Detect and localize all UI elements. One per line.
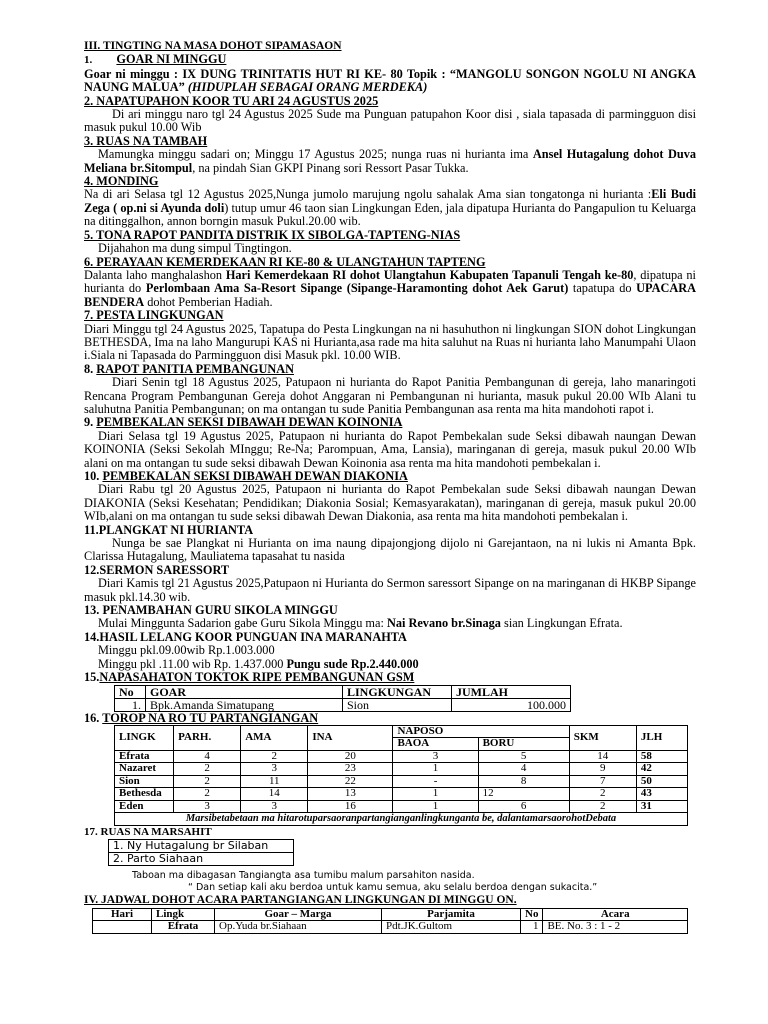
torop-cell: 9 <box>569 763 636 776</box>
torop-h-skm: SKM <box>569 725 636 750</box>
s3-body <box>84 148 696 175</box>
s10-num: 10. <box>84 469 103 483</box>
s11-body: Nunga be sae Plangkat ni Hurianta on ima naung dipajongjong dijolo ni Garejantaon, na ni lukis ni Amanta Bpk. Clarissa Hutagalung, Mauliatema tapasahat tu nasida <box>84 536 696 564</box>
jadwal-h-parjamita: Parjamita <box>382 908 521 921</box>
s1-num: 1. <box>84 54 93 67</box>
jadwal-cell: Pdt.JK.Gultom <box>382 921 521 934</box>
torop-note-row <box>115 813 688 826</box>
s4-bold: Eli Budi Zega ( op.ni si Ayunda doli <box>84 187 697 215</box>
torop-cell: 1 <box>393 800 478 813</box>
s4-title: 4. MONDING <box>84 174 159 189</box>
jadwal-h-goar: Goar – Marga <box>215 908 382 921</box>
s6-body <box>84 269 696 309</box>
torop-cell: Nazaret <box>115 763 174 776</box>
table-row <box>115 800 688 813</box>
s8-title <box>84 363 696 376</box>
s1-title <box>84 53 696 67</box>
torop-cell: 2 <box>174 788 241 801</box>
torop-cell: Sion <box>115 775 174 788</box>
s1-text2: (HIDUPLAH SEBAGAI ORANG MERDEKA) <box>184 80 428 95</box>
s13-title: 13. PENAMBAHAN GURU SIKOLA MINGGU <box>84 603 338 618</box>
jadwal-cell: BE. No. 3 : 1 - 2 <box>543 921 688 934</box>
torop-cell: 4 <box>478 763 569 776</box>
ripe-h-jumlah: JUMLAH <box>452 685 571 698</box>
torop-cell: 14 <box>241 788 308 801</box>
torop-cell: 7 <box>569 775 636 788</box>
s6-title: 6. PERAYAAN KEMERDEKAAN RI KE-80 & ULANGTAHUN TAPTENG <box>84 254 486 269</box>
torop-h-lingk: LINGK <box>115 725 174 750</box>
torop-cell: 2 <box>241 750 308 763</box>
s13-body <box>84 617 696 630</box>
s8-body: Diari Senin tgl 18 Agustus 2025, Patupaon ni hurianta do Rapot Panitia Pembangunan di gereja, laho manaringoti Rencana Program Pembangunan Gereja dohot Anggaran ni Pembangunan ni hurianta, masuk pukul 20.00 WIb Alani tu saluhutna Panitia Pembangunan; on ma ontangan tu sude Panitia Pembangunan asa renta ma hita mandohoti rapot i. <box>84 375 696 416</box>
torop-cell: - <box>393 775 478 788</box>
s9-num: 9. <box>84 415 97 430</box>
s6-bold3: UPACARA BENDERA <box>84 281 696 309</box>
s6-body2: , dipatupa ni hurianta do <box>84 267 696 296</box>
jadwal-h-acara: Acara <box>543 908 688 921</box>
marsahit-list <box>108 839 294 866</box>
torop-cell: 23 <box>308 763 393 776</box>
torop-cell: 11 <box>241 775 308 788</box>
torop-cell: 1 <box>393 763 478 776</box>
jadwal-table <box>92 908 688 934</box>
torop-header-row <box>115 725 688 738</box>
s4-body2: ) tutup umur 46 taon sian Lingkungan Eden, jala dipatupa Hurianta do Pangapulion tu Keluarga na ditinggalhon, annon borngin masuk Pukul.20.00 wib. <box>84 200 696 229</box>
s4-body <box>84 188 696 228</box>
s1-body <box>84 68 696 95</box>
jadwal-cell: Op.Yuda br.Siahaan <box>215 921 382 934</box>
ripe-cell: Sion <box>343 698 452 711</box>
torop-cell: 3 <box>393 750 478 763</box>
jadwal-header-row <box>93 908 688 921</box>
document-page <box>84 40 696 934</box>
s15-title <box>84 671 696 684</box>
s7-title: 7. PESTA LINGKUNGAN <box>84 308 224 323</box>
s6-body3: tapatupa do <box>568 281 637 296</box>
jadwal-h-no: No <box>521 908 543 921</box>
table-row <box>115 775 688 788</box>
ripe-header-row <box>115 685 571 698</box>
s14-line2-text: Minggu pkl .11.00 wib Rp. 1.437.000 <box>98 656 287 671</box>
ripe-cell: Bpk.Amanda Simatupang <box>146 698 343 711</box>
torop-cell: 4 <box>174 750 241 763</box>
s15-heading: NAPASAHATON TOKTOK RIPE PEMBANGUNAN GSM <box>99 670 415 685</box>
s9-heading: PEMBEKALAN SEKSI DIBAWAH DEWAN KOINONIA <box>96 415 403 430</box>
jadwal-cell: Efrata <box>152 921 215 934</box>
torop-cell: 14 <box>569 750 636 763</box>
jadwal-h-hari: Hari <box>93 908 152 921</box>
s14-title: 14.HASIL LELANG KOOR PUNGUAN INA MARANAHTA <box>84 629 407 644</box>
s3-body1: Mamungka minggu sadari on; Minggu 17 Agustus 2025; nunga ruas ni hurianta ima <box>98 147 533 162</box>
s3-title: 3. RUAS NA TAMBAH <box>84 133 208 148</box>
torop-cell: 43 <box>636 788 687 801</box>
s16-title <box>84 712 696 725</box>
torop-cell: 3 <box>241 800 308 813</box>
s10-title <box>84 470 696 483</box>
s13-bold: Nai Revano br.Sinaga <box>386 616 501 631</box>
torop-cell: 3 <box>174 800 241 813</box>
s6-body4: dohot Pemberian Hadiah. <box>144 294 273 309</box>
torop-cell: 2 <box>174 775 241 788</box>
s6-bold2: Perlombaan Ama Sa-Resort Sipange (Sipange-Haramonting dohot Aek Garut) <box>145 281 569 296</box>
torop-cell: Efrata <box>115 750 174 763</box>
s8-num: 8. <box>84 361 97 376</box>
s10-body: Diari Rabu tgl 20 Agustus 2025, Patupaon ni hurianta do Rapot Pembekalan sude Seksi dibawah naungan Dewan DIAKONIA (Seksi Kesehatan; Pendidikan; Diakonia Sosial; Kemasyarakatan), maringanan di gereja, masuk pukul 20.00 WIb,alani on ma ontangan tu sude seksi dibawah Dewan Diakonia, asa renta ma hita mandohoti pembekalan i. <box>84 482 696 524</box>
torop-cell: 5 <box>478 750 569 763</box>
s1-label: Goar ni minggu : <box>84 66 179 81</box>
list-item <box>109 840 294 853</box>
table-row <box>93 921 688 934</box>
torop-cell: 42 <box>636 763 687 776</box>
torop-h-ama: AMA <box>241 725 308 750</box>
s5-body: Dijahahon ma dung simpul Tingtingon. <box>98 241 292 256</box>
torop-h-boru: BORU <box>478 738 569 751</box>
torop-cell: 58 <box>636 750 687 763</box>
torop-cell: 6 <box>478 800 569 813</box>
s10-heading: PEMBEKALAN SEKSI DIBAWAH DEWAN DIAKONIA <box>102 469 408 483</box>
s14-total: Pungu sude Rp.2.440.000 <box>286 656 419 671</box>
ripe-h-goar: GOAR <box>146 685 343 698</box>
section-iv-title: IV. JADWAL DOHOT ACARA PARTANGIANGAN LINGKUNGAN DI MINGGU ON. <box>84 894 517 907</box>
s12-body: Diari Kamis tgl 21 Agustus 2025,Patupaon ni Hurianta do Sermon saressort Sipange on na maringanan di HKBP Sipange masuk pkl.14.30 wib. <box>84 576 696 604</box>
table-row <box>115 750 688 763</box>
torop-cell: 16 <box>308 800 393 813</box>
s7-body: Diari Minggu tgl 24 Agustus 2025, Tapatupa do Pesta Lingkungan na ni hasuhuthon ni lingkungan SION dohot Lingkungan BETHESDA, Ima na laho Mangurupi KAS ni Hurianta,asa rade ma hita saluhut na Ruas ni hurianta laho Manumpahi Ulaon i.Siala ni Tapasada do Parminggu​on disi Masuk pkl. 10.00 WIB. <box>84 321 696 363</box>
s3-bold: Ansel Hutagalung dohot Duva Meliana br.Sitompul <box>84 147 697 175</box>
marsahit-item: 2. Parto Siahaan <box>109 853 294 866</box>
ripe-h-lingkungan: LINGKUNGAN <box>343 685 452 698</box>
s17-title: 17. RUAS NA MARSAHIT <box>84 825 212 838</box>
torop-cell: 2 <box>569 788 636 801</box>
s16-heading: TOROP NA RO TU PARTANGIANGAN <box>102 710 319 725</box>
quote-line-1: Taboan ma dibagasan Tangiangta asa tumibu malum parsahiton nasida. <box>132 870 475 882</box>
jadwal-h-lingk: Lingk <box>152 908 215 921</box>
s9-title <box>84 416 696 429</box>
s5-title: 5. TONA RAPOT PANDITA DISTRIK IX SIBOLGA-TAPTENG-NIAS <box>84 227 461 242</box>
table-row <box>115 698 571 711</box>
torop-cell: 3 <box>241 763 308 776</box>
ripe-cell: 1. <box>115 698 146 711</box>
s14-line1: Minggu pkl.09.00wib Rp.1.003.000 <box>98 643 275 658</box>
s13-body1: Mulai Minggunta Sadarion gabe Guru Sikola Minggu ma: <box>98 616 387 631</box>
s11-title: 11.PLANGKAT NI HURIANTA <box>84 522 254 537</box>
torop-h-naposo: NAPOSO <box>393 725 569 738</box>
torop-cell: 2 <box>569 800 636 813</box>
s9-body: Diari Selasa tgl 19 Agustus 2025, Patupaon ni hurianta do Rapot Pembekalan sude Seksi dibawah naungan Dewan KOINONIA (Seksi Sekolah MInggu; Re-Na; Parompuan, Ama, Lansia), maringanan di gereja, masuk pukul 20.00 WIb alani on ma ontangan tu sude seksi dibawah Dewan Koinonia asa renta ma hita mandohoti pembekalan i. <box>84 428 696 470</box>
torop-h-baoa: BAOA <box>393 738 478 751</box>
s16-num: 16. <box>84 710 103 725</box>
s2-title: 2. NAPATUPAHON KOOR TU ARI 24 AGUSTUS 2025 <box>84 93 379 108</box>
jadwal-cell <box>93 921 152 934</box>
quote-line-2: “ Dan setiap kali aku berdoa untuk kamu semua, aku selalu berdoa dengan sukacita.” <box>188 882 598 894</box>
ripe-table <box>114 685 571 712</box>
s1-heading: GOAR NI MINGGU <box>116 52 227 67</box>
torop-cell: 50 <box>636 775 687 788</box>
torop-cell: 2 <box>174 763 241 776</box>
torop-cell: 1 <box>393 788 478 801</box>
section-heading: III. TINGTING NA MASA DOHOT SIPAMASAON <box>84 40 342 52</box>
ripe-cell: 100.000 <box>452 698 571 711</box>
s2-body: Di ari minggu naro tgl 24 Agustus 2025 Sude ma Punguan patupahon Koor disi , siala tapasada di parminggu​on disi masuk pukul 10.00 Wib <box>84 107 696 135</box>
s6-bold1: Hari Kemerdekaan RI dohot Ulangtahun Kabupaten Tapanuli Tengah ke-80 <box>225 267 634 282</box>
table-row <box>115 763 688 776</box>
s4-body1: Na di ari Selasa tgl 12 Agustus 2025,Nunga jumolo marujung ngolu sahalak Ama sian tongatonga ni hurianta : <box>84 187 652 202</box>
torop-cell: 22 <box>308 775 393 788</box>
torop-cell: Eden <box>115 800 174 813</box>
s13-body2: sian Lingkungan Efrata. <box>500 616 623 631</box>
s12-title: 12.SERMON SARESSORT <box>84 562 230 577</box>
list-item <box>109 853 294 866</box>
marsahit-item: 1. Ny Hutagalung br Silaban <box>109 840 294 853</box>
torop-cell: 13 <box>308 788 393 801</box>
s6-body1: Dalanta laho manghalashon <box>84 267 226 282</box>
torop-cell: Bethesda <box>115 788 174 801</box>
torop-cell: 12 <box>478 788 569 801</box>
torop-note: Marsibetabetaan ma hitarotuparsaoranpartangianganlingkunganta be, dalantamarsaorohotDebata <box>115 813 688 826</box>
ripe-h-no: No <box>115 685 146 698</box>
s3-body2: , na pindah Sian GKPI Pinang sori Ressort Pasar Tukka. <box>192 160 469 175</box>
s14-line2 <box>84 658 696 671</box>
torop-h-jlh: JLH <box>636 725 687 750</box>
table-row <box>115 788 688 801</box>
s8-heading: RAPOT PANITIA PEMBANGUNAN <box>96 361 294 376</box>
torop-h-ina: INA <box>308 725 393 750</box>
torop-cell: 20 <box>308 750 393 763</box>
s15-num: 15. <box>84 670 100 685</box>
jadwal-cell: 1 <box>521 921 543 934</box>
s1-text1: IX DUNG TRINITATIS HUT RI KE- 80 Topik : “MANGOLU SONGON NGOLU NI ANGKA NAUNG MALUA” <box>84 66 696 95</box>
torop-cell: 8 <box>478 775 569 788</box>
torop-h-parh: PARH. <box>174 725 241 750</box>
torop-cell: 31 <box>636 800 687 813</box>
torop-table <box>114 725 688 826</box>
